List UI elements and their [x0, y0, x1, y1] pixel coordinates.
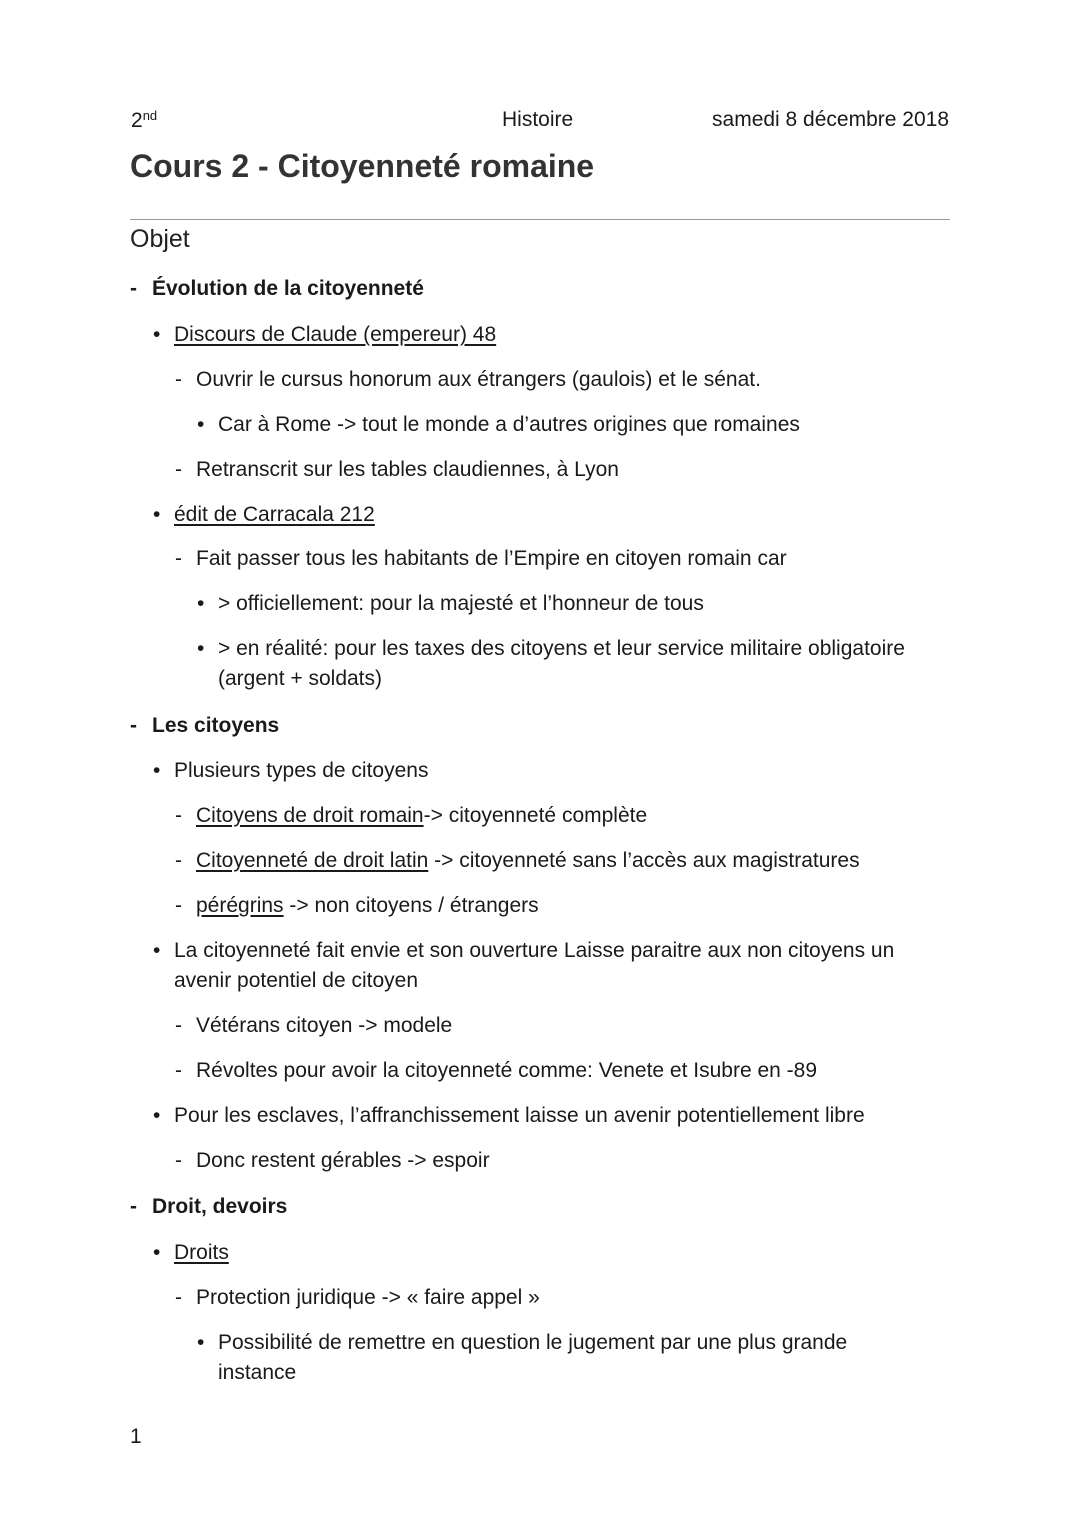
bullet-marker: •: [153, 939, 161, 962]
item-text: Révoltes pour avoir la citoyenneté comme: Venete et Isubre en -89: [196, 1059, 818, 1082]
bullet-marker: •: [197, 1331, 205, 1354]
item-term: pérégrins: [196, 894, 284, 917]
item-text: Ouvrir le cursus honorum aux étrangers (gaulois) et le sénat.: [196, 368, 761, 391]
item-text-line-2: avenir potentiel de citoyen: [174, 969, 418, 992]
item-text-line-1: La citoyenneté fait envie et son ouverture Laisse paraitre aux non citoyens un: [174, 939, 895, 962]
bullet-marker: •: [197, 637, 205, 660]
list-item-fait-envie: [153, 936, 895, 996]
dash-marker: -: [175, 1286, 182, 1309]
bullet-marker: •: [197, 592, 205, 615]
dash-marker: -: [175, 368, 182, 391]
bullet-marker: •: [153, 503, 161, 526]
header-subject: Histoire: [502, 108, 574, 131]
item-text: Pour les esclaves, l’affranchissement laisse un avenir potentiellement libre: [174, 1104, 865, 1127]
list-item-veterans: [175, 1011, 453, 1041]
dash-marker: -: [175, 849, 182, 872]
dash-marker: -: [175, 1014, 182, 1037]
heading-les-citoyens: [130, 711, 280, 741]
item-text: Vétérans citoyen -> modele: [196, 1014, 453, 1037]
list-item-retranscrit: [175, 455, 619, 485]
list-item-ouvrir-cursus: [175, 365, 761, 395]
dash-marker: -: [130, 714, 137, 737]
dash-marker: -: [175, 804, 182, 827]
item-desc: -> citoyenneté complète: [423, 804, 648, 827]
list-item-esclaves: [153, 1101, 865, 1131]
list-item-revoltes: [175, 1056, 818, 1086]
item-text: Protection juridique -> « faire appel »: [196, 1286, 540, 1309]
item-text: Donc restent gérables -> espoir: [196, 1149, 490, 1172]
bullet-marker: •: [153, 323, 161, 346]
dash-marker: -: [130, 1195, 137, 1218]
item-text-line-2: instance: [218, 1361, 297, 1384]
heading-evolution: [130, 274, 424, 304]
item-text: Droits: [174, 1241, 229, 1264]
item-text-line-1: Possibilité de remettre en question le jugement par une plus grande: [218, 1331, 848, 1354]
list-item-en-realite: [197, 634, 905, 694]
item-text: Fait passer tous les habitants de l’Empire en citoyen romain car: [196, 547, 787, 570]
dash-marker: -: [175, 894, 182, 917]
list-item-droits: [153, 1238, 229, 1268]
heading-text: Droit, devoirs: [152, 1195, 288, 1218]
header-level: [131, 108, 157, 133]
list-item-droit-latin: [175, 846, 860, 876]
item-text: Car à Rome -> tout le monde a d’autres origines que romaines: [218, 413, 800, 436]
list-item-car-rome: [197, 410, 800, 440]
list-item-edit-carracala: [153, 500, 375, 530]
list-item-officiellement: [197, 589, 704, 619]
item-text: Discours de Claude (empereur) 48: [174, 323, 497, 346]
dash-marker: -: [130, 277, 137, 300]
dash-marker: -: [175, 458, 182, 481]
item-term: Citoyens de droit romain: [196, 804, 424, 827]
item-text-line-2: (argent + soldats): [218, 667, 383, 690]
heading-text: Évolution de la citoyenneté: [152, 277, 424, 300]
page-number: 1: [130, 1425, 142, 1448]
dash-marker: -: [175, 1059, 182, 1082]
list-item-droit-romain: [175, 801, 648, 831]
heading-droit-devoirs: [130, 1192, 288, 1222]
bullet-marker: •: [197, 413, 205, 436]
page-title: Cours 2 - Citoyenneté romaine: [130, 148, 595, 184]
list-item-fait-passer: [175, 544, 787, 574]
item-text: Retranscrit sur les tables claudiennes, à Lyon: [196, 458, 619, 481]
item-text: Plusieurs types de citoyens: [174, 759, 429, 782]
list-item-discours-claude: [153, 320, 497, 350]
header-level-suffix: nd: [142, 108, 158, 123]
list-item-protection-juridique: [175, 1283, 540, 1313]
item-term: Citoyenneté de droit latin: [196, 849, 429, 872]
item-text-line-1: > en réalité: pour les taxes des citoyens et leur service militaire obligatoire: [218, 637, 905, 660]
list-item-donc-gerables: [175, 1146, 490, 1176]
item-desc: -> citoyenneté sans l’accès aux magistratures: [428, 849, 860, 872]
list-item-possibilite: [197, 1328, 848, 1388]
item-desc: -> non citoyens / étrangers: [283, 894, 539, 917]
section-label: Objet: [130, 225, 190, 253]
dash-marker: -: [175, 1149, 182, 1172]
bullet-marker: •: [153, 1241, 161, 1264]
dash-marker: -: [175, 547, 182, 570]
title-divider: [130, 219, 950, 220]
item-text: édit de Carracala 212: [174, 503, 375, 526]
bullet-marker: •: [153, 759, 161, 782]
heading-text: Les citoyens: [152, 714, 280, 737]
item-text: > officiellement: pour la majesté et l’honneur de tous: [218, 592, 704, 615]
header-level-number: 2: [131, 109, 143, 132]
bullet-marker: •: [153, 1104, 161, 1127]
list-item-peregrins: [175, 891, 539, 921]
list-item-plusieurs-types: [153, 756, 429, 786]
header-date: samedi 8 décembre 2018: [712, 108, 949, 131]
